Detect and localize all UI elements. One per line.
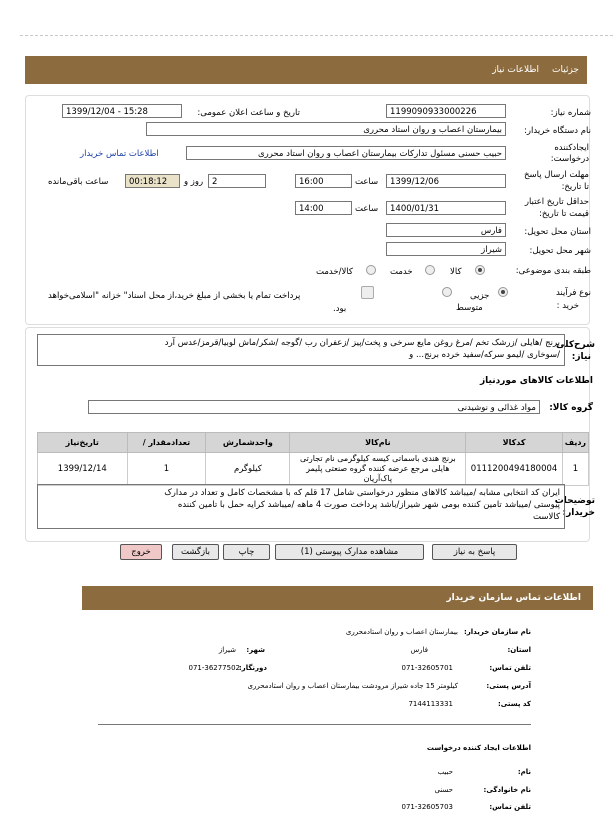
contact-city-label: شهر: bbox=[246, 646, 265, 654]
creator-phone-label: تلفن تماس: bbox=[489, 803, 531, 811]
print-button[interactable]: چاپ bbox=[223, 544, 270, 560]
col-code: کدکالا bbox=[466, 433, 563, 453]
process-medium-label: متوسط bbox=[456, 303, 483, 313]
contact-address-value: کیلومتر 15 جاده شیراز مرودشت بیمارستان اعصاب و روان استادمحرری bbox=[247, 682, 458, 690]
creator-family-value: حسنی bbox=[434, 786, 453, 794]
contact-divider bbox=[98, 724, 531, 725]
treasury-payment-text-2: بود. bbox=[333, 304, 347, 314]
deadline-time-field[interactable]: 16:00 bbox=[295, 174, 352, 188]
buyer-notes-line-2: پیوستی /میباشد تامین کننده بومی شهر شیراز/باشد پرداخت صورت 4 ماهه /میباشد کرایه حمل با تامین کننده bbox=[177, 500, 560, 510]
cell-qty: 1 bbox=[127, 453, 206, 486]
contact-title: اطلاعات تماس سازمان خریدار bbox=[446, 593, 581, 603]
col-row: ردیف bbox=[562, 433, 588, 453]
creator-name-label: نام: bbox=[517, 768, 531, 776]
contact-postal-value: 7144113331 bbox=[408, 700, 453, 708]
tab-need-info[interactable]: اطلاعات نیاز bbox=[492, 65, 539, 75]
city-label: شهر محل تحویل: bbox=[529, 246, 591, 256]
contact-address-label: آدرس پستی: bbox=[486, 682, 531, 690]
buyer-notes-label-2: خریدار: bbox=[562, 508, 595, 518]
deadline-label-2: تا تاریخ: bbox=[561, 182, 589, 192]
col-name: نام‌کالا bbox=[290, 433, 466, 453]
validity-label-2: قیمت تا تاریخ: bbox=[538, 209, 589, 219]
contact-org-label: نام سازمان خریدار: bbox=[463, 628, 531, 636]
cell-unit: کیلوگرم bbox=[206, 453, 290, 486]
process-minor-label: جزیی bbox=[470, 291, 490, 301]
buyer-notes-box bbox=[37, 484, 565, 529]
buyer-notes-label: توضیحات bbox=[554, 496, 595, 506]
summary-line-1: برنج /هایلی /زرشک تخم /مرغ روغن مایع سرخی و پخت/پیز /زعفران رب /گوجه /شکر/ماش لوبیا/قرمز/عدس آرد bbox=[164, 338, 560, 348]
reply-button[interactable]: پاسخ به نیاز bbox=[432, 544, 517, 560]
contact-phone-value: 071-32605701 bbox=[401, 664, 453, 672]
category-both-label: کالا/خدمت bbox=[316, 267, 353, 277]
contact-province-label: استان: bbox=[507, 646, 531, 654]
deadline-date-field[interactable]: 1399/12/06 bbox=[386, 174, 506, 188]
buyer-contact-link[interactable]: اطلاعات تماس خریدار bbox=[80, 149, 159, 159]
province-label: استان محل تحویل: bbox=[524, 227, 591, 237]
category-label: طبقه بندی موضوعی: bbox=[515, 266, 591, 276]
category-radio-both[interactable] bbox=[366, 265, 376, 275]
creator-name-value: حبیب bbox=[437, 768, 453, 776]
category-service-label: خدمت bbox=[390, 267, 413, 277]
cell-date: 1399/12/14 bbox=[38, 453, 128, 486]
remaining-label: ساعت باقی‌مانده bbox=[48, 177, 109, 187]
buyer-notes-line-3: کالاست bbox=[533, 512, 560, 522]
validity-time-label: ساعت bbox=[355, 204, 379, 214]
validity-label: حداقل تاریخ اعتبار bbox=[524, 197, 589, 207]
deadline-label: مهلت ارسال پاسخ bbox=[524, 170, 589, 180]
cell-code: 0111200494180004 bbox=[466, 453, 563, 486]
deadline-time-label: ساعت bbox=[355, 177, 379, 187]
goods-table bbox=[37, 432, 589, 486]
contact-phone-label: تلفن تماس: bbox=[489, 664, 531, 672]
header-tab-bar bbox=[25, 56, 587, 84]
province-field[interactable]: فارس bbox=[386, 223, 506, 237]
buyer-notes-line-1: ایران کد انتخابی مشابه /میباشد کالاهای منظور درخواستی شامل 17 قلم که با مشخصات کامل و تعداد در مدارک bbox=[164, 488, 560, 498]
treasury-payment-checkbox[interactable] bbox=[361, 286, 374, 299]
creator-phone-value: 071-32605703 bbox=[401, 803, 453, 811]
buyer-org-field[interactable]: بیمارستان اعصاب و روان استاد محرری bbox=[146, 122, 506, 136]
contact-city-value: شیراز bbox=[218, 646, 236, 654]
contact-province-value: فارس bbox=[410, 646, 428, 654]
requester-label-2: درخواست: bbox=[550, 154, 589, 164]
requester-field[interactable]: حبیب حسنی مسئول تدارکات بیمارستان اعصاب و روان استاد محرری bbox=[186, 146, 506, 160]
need-number-label: شماره نیاز: bbox=[550, 108, 591, 118]
summary-line-2: /سوخاری /لیمو سرکه/سفید خرده برنج... و bbox=[409, 350, 560, 360]
process-label: نوع فرآیند bbox=[555, 288, 591, 298]
contact-postal-label: کد پستی: bbox=[497, 700, 531, 708]
contact-fax-label: دورنگار: bbox=[238, 664, 267, 672]
process-radio-minor[interactable] bbox=[498, 287, 508, 297]
back-button[interactable]: بازگشت bbox=[172, 544, 219, 560]
treasury-payment-text: پرداخت تمام یا بخشی از مبلغ خرید،از محل اسناد" خزانه "اسلامی‌خواهد bbox=[48, 291, 301, 301]
cell-name-line-1: برنج هندی باسماتی کیسه کیلوگرمی نام تجارتی bbox=[299, 454, 456, 463]
need-number-field[interactable]: 1199090933000226 bbox=[386, 104, 506, 118]
contact-fax-value: 071-36277502 bbox=[188, 664, 240, 672]
exit-button[interactable]: خروج bbox=[120, 544, 162, 560]
tab-details[interactable]: جزئیات bbox=[552, 65, 579, 75]
process-label-2: خرید : bbox=[556, 301, 579, 311]
summary-box bbox=[37, 334, 565, 366]
creator-title: اطلاعات ایجاد کننده درخواست bbox=[426, 744, 531, 752]
city-field[interactable]: شیراز bbox=[386, 242, 506, 256]
cell-name-line-2: هایلی مرجع عرضه کننده گروه صنعتی پلیمر پاک‌آریان bbox=[306, 464, 450, 483]
col-unit: واحدشمارش bbox=[206, 433, 290, 453]
view-documents-button[interactable]: مشاهده مدارک پیوستی (1) bbox=[275, 544, 424, 560]
announce-label: تاریخ و ساعت اعلان عمومی: bbox=[197, 108, 300, 118]
buyer-org-label: نام دستگاه خریدار: bbox=[524, 126, 591, 136]
summary-label-2: نیاز: bbox=[571, 352, 591, 362]
contact-org-value: بیمارستان اعصاب و روان استادمحرری bbox=[345, 628, 458, 636]
top-divider bbox=[20, 35, 613, 36]
category-goods-label: کالا bbox=[450, 267, 462, 277]
creator-family-label: نام خانوادگی: bbox=[483, 786, 531, 794]
announce-datetime-field[interactable]: 1399/12/04 - 15:28 bbox=[62, 104, 182, 118]
goods-table-header bbox=[38, 433, 589, 453]
goods-group-field[interactable]: مواد غذائی و نوشیدنی bbox=[88, 400, 540, 414]
category-radio-service[interactable] bbox=[425, 265, 435, 275]
requester-label: ایجادکننده bbox=[554, 143, 589, 153]
col-qty: تعدادمقدار / bbox=[127, 433, 206, 453]
days-field[interactable]: 2 bbox=[208, 174, 266, 188]
cell-name bbox=[290, 453, 466, 486]
cell-row: 1 bbox=[562, 453, 588, 486]
contact-header-bar bbox=[82, 586, 593, 610]
days-label: روز و bbox=[184, 177, 204, 187]
process-radio-medium[interactable] bbox=[442, 287, 452, 297]
category-radio-goods[interactable] bbox=[475, 265, 485, 275]
summary-label: شرح‌کلی bbox=[556, 340, 595, 350]
col-date: تاریخ‌نیاز bbox=[38, 433, 128, 453]
validity-date-field[interactable]: 1400/01/31 bbox=[386, 201, 506, 215]
goods-title: اطلاعات کالاهای موردنیاز bbox=[479, 376, 593, 386]
validity-time-field[interactable]: 14:00 bbox=[295, 201, 352, 215]
remaining-time-field: 00:18:12 bbox=[125, 174, 180, 188]
table-row bbox=[38, 453, 589, 486]
goods-group-label: گروه کالا: bbox=[549, 403, 593, 413]
